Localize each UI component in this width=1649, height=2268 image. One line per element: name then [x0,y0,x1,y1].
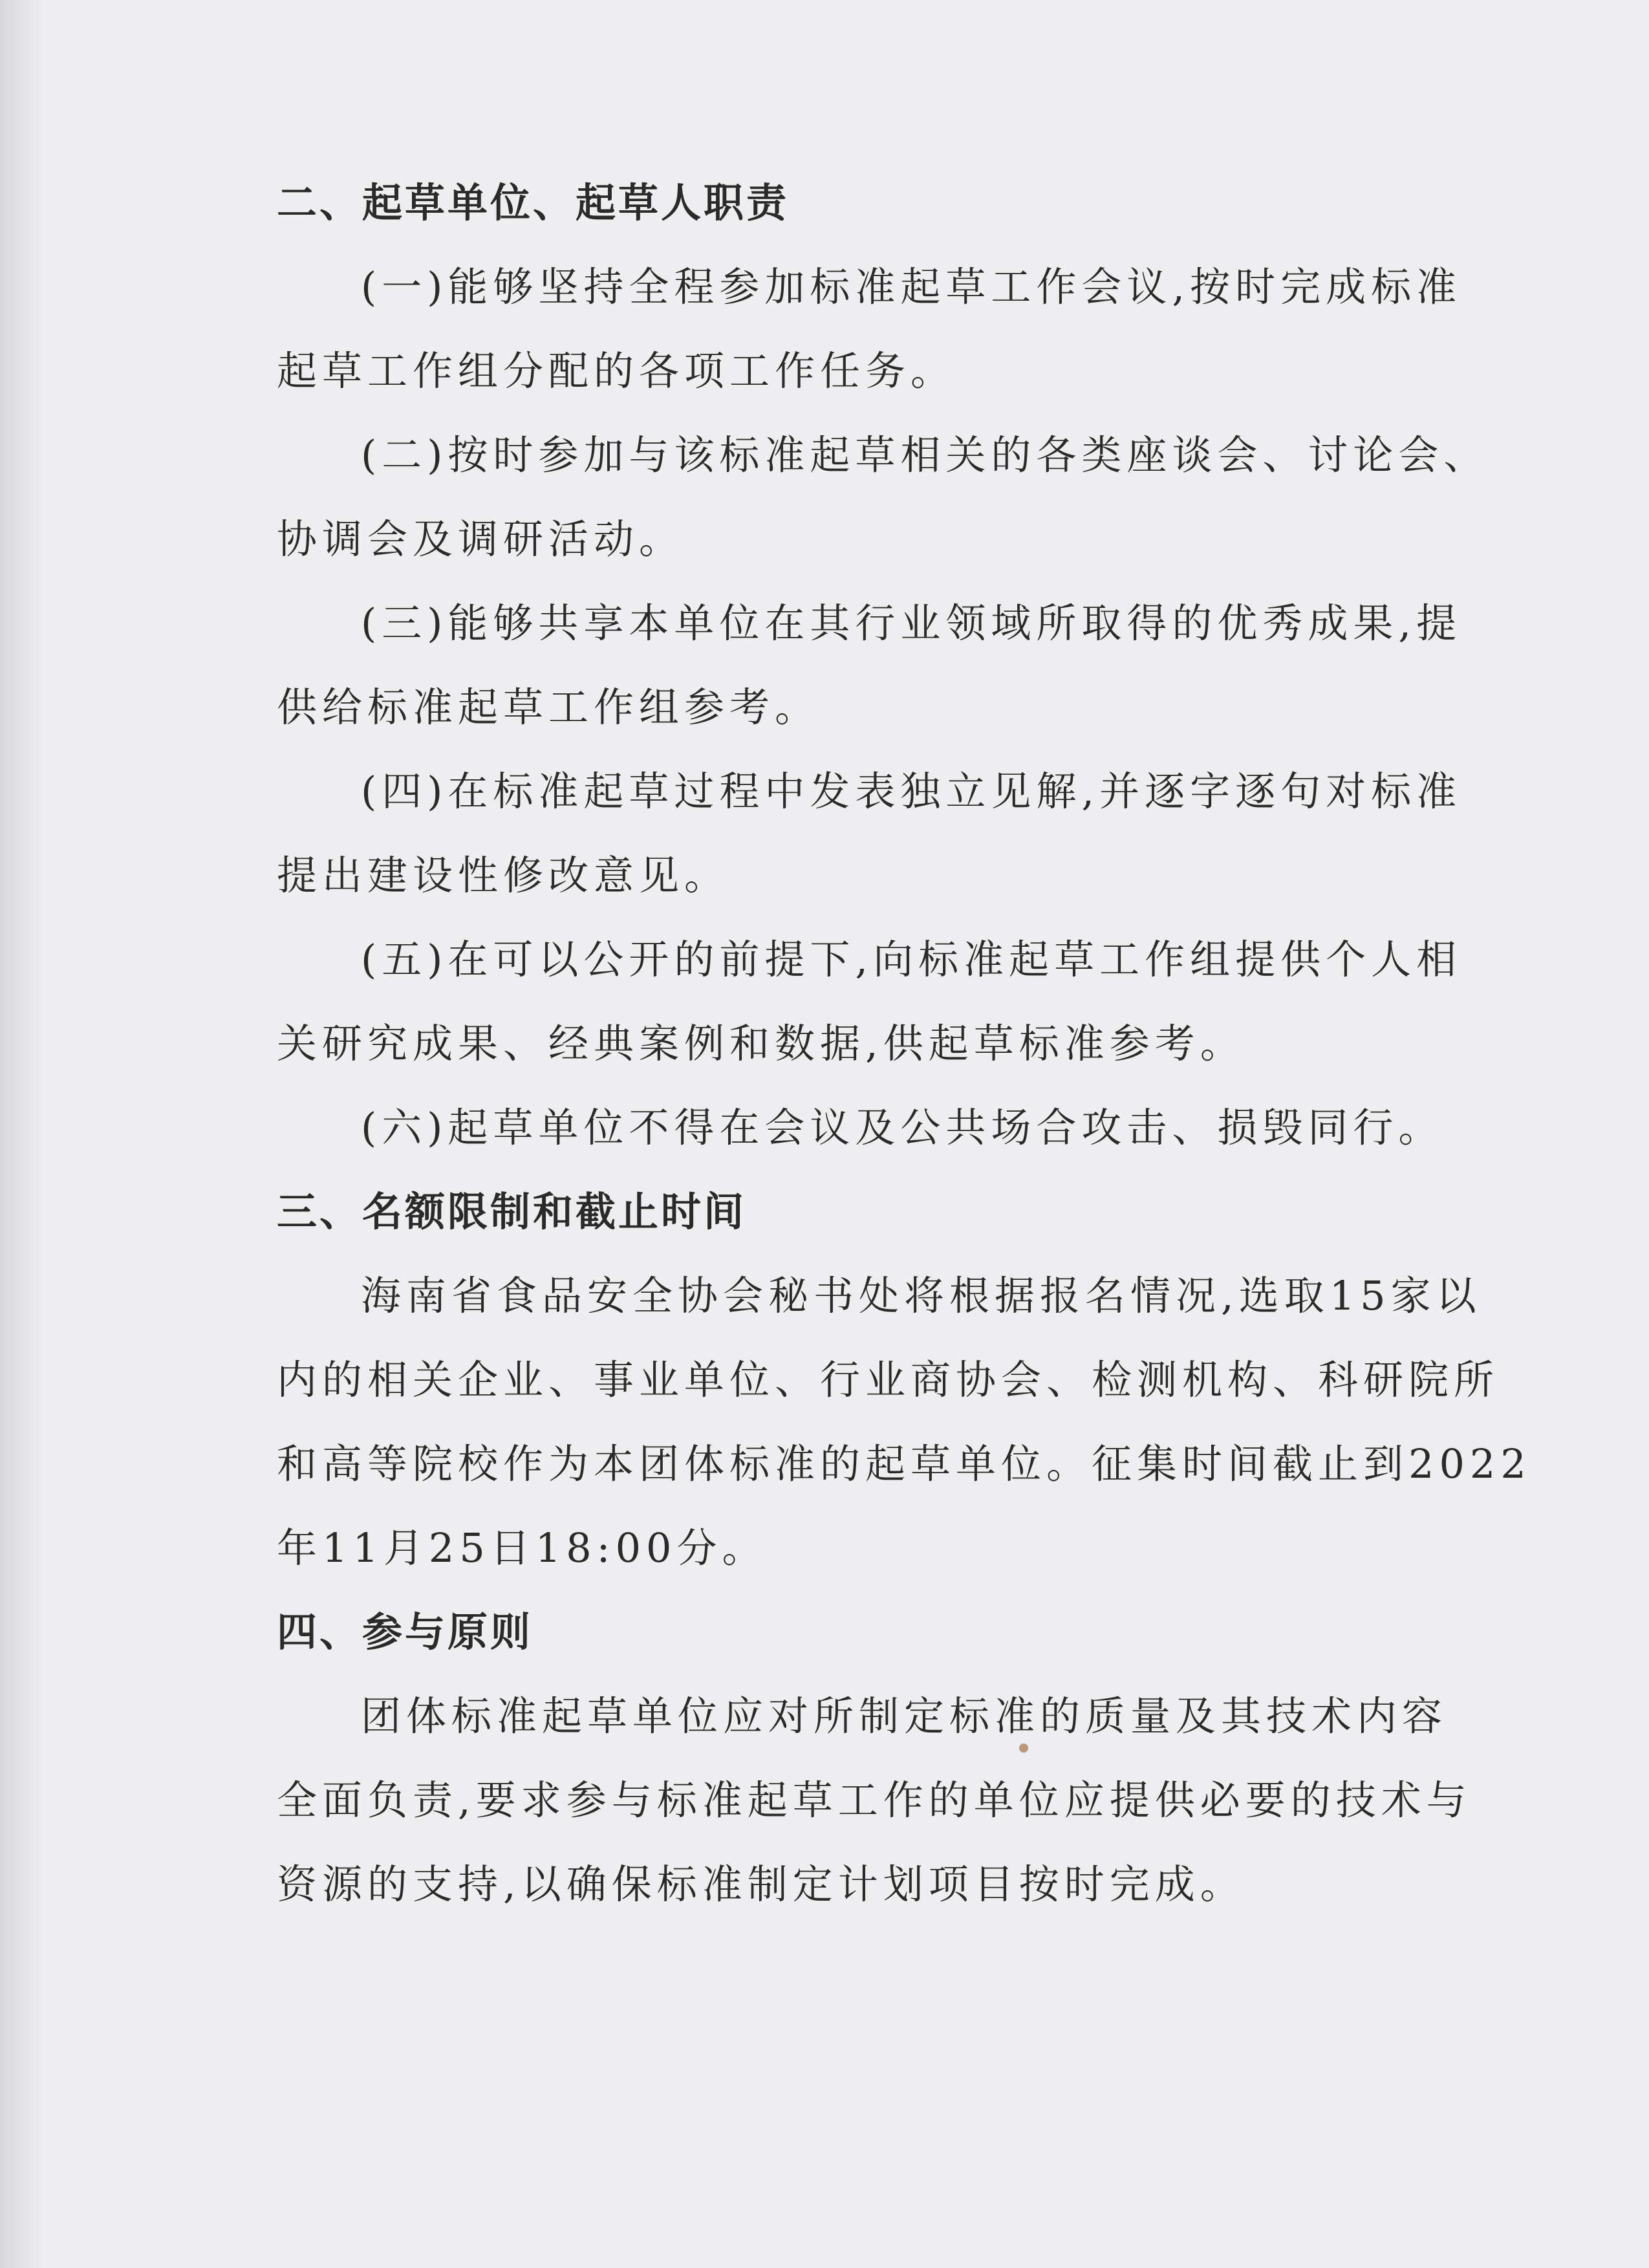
paragraph-line: 提出建设性修改意见。 [277,852,730,899]
paragraph-line: (一)能够坚持全程参加标准起草工作会议,按时完成标准 [361,263,1462,310]
section-heading-2: 二、起草单位、起草人职责 [277,179,790,226]
document-body [277,179,1531,1908]
paragraph-line: 供给标准起草工作组参考。 [277,684,821,731]
paragraph-line: 海南省食品安全协会秘书处将根据报名情况,选取15家以 [361,1272,1482,1319]
scan-edge-shadow [0,0,45,2268]
paragraph-line: 和高等院校作为本团体标准的起草单位。征集时间截止到2022 [277,1440,1531,1487]
paragraph-line: (二)按时参加与该标准起草相关的各类座谈会、讨论会、 [361,431,1489,479]
paragraph-line: 年11月25日18:00分。 [277,1524,768,1571]
section-heading-3: 三、名额限制和截止时间 [277,1188,747,1235]
paragraph-line: 内的相关企业、事业单位、行业商协会、检测机构、科研院所 [277,1356,1500,1403]
paragraph-line: (六)起草单位不得在会议及公共场合攻击、损毁同行。 [361,1104,1444,1151]
paragraph-line: 资源的支持,以确保标准制定计划项目按时完成。 [277,1861,1245,1908]
paragraph-line: (三)能够共享本单位在其行业领域所取得的优秀成果,提 [361,599,1462,647]
section-heading-4: 四、参与原则 [277,1608,534,1656]
paragraph-line: 起草工作组分配的各项工作任务。 [277,347,956,394]
paragraph-line: (四)在标准起草过程中发表独立见解,并逐字逐句对标准 [361,768,1462,815]
paragraph-line: 团体标准起草单位应对所制定标准的质量及其技术内容 [361,1692,1448,1740]
paragraph-line: 全面负责,要求参与标准起草工作的单位应提供必要的技术与 [277,1777,1472,1824]
paragraph-line: 协调会及调研活动。 [277,515,685,563]
paragraph-line: 关研究成果、经典案例和数据,供起草标准参考。 [277,1020,1245,1067]
paragraph-line: (五)在可以公开的前提下,向标准起草工作组提供个人相 [361,936,1462,983]
